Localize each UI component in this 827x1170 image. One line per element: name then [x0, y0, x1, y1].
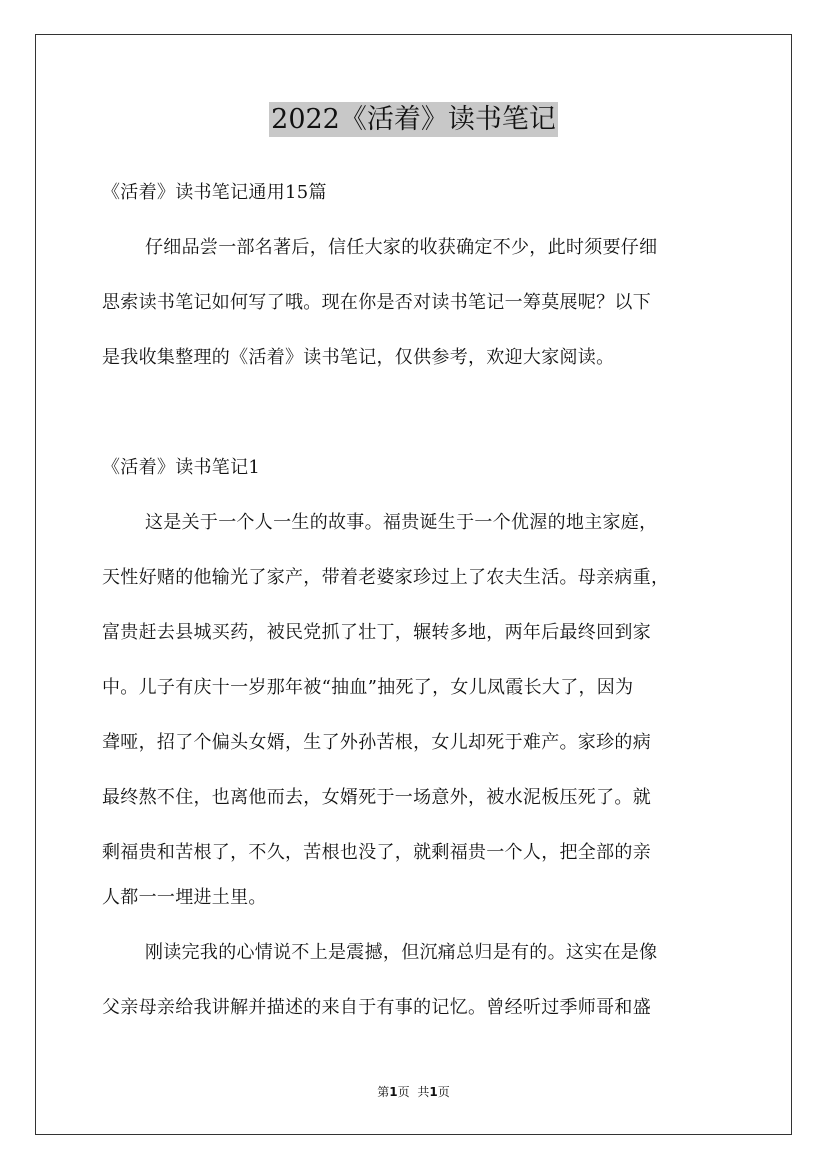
- document-subtitle: 《活着》读书笔记通用15篇: [102, 182, 327, 203]
- page-footer: [0, 1084, 827, 1100]
- body-line: 父亲母亲给我讲解并描述的来自于有事的记忆。曾经听过季师哥和盛: [102, 997, 651, 1018]
- body-line: 天性好赌的他输光了家产，带着老婆家珍过上了农夫生活。母亲病重，: [102, 567, 670, 588]
- body-line: 人都一一埋进土里。: [102, 887, 267, 908]
- body-line: 最终熬不住，也离他而去，女婿死于一场意外，被水泥板压死了。就: [102, 787, 651, 808]
- body-line: 中。儿子有庆十一岁那年被“抽血”抽死了，女儿凤霞长大了，因为: [102, 677, 634, 698]
- total-suffix: 页: [437, 1085, 450, 1099]
- document-title-text: 2022《活着》读书笔记: [271, 104, 556, 135]
- intro-line: 思索读书笔记如何写了哦。现在你是否对读书笔记一筹莫展呢？以下: [102, 292, 651, 313]
- body-line: 这是关于一个人一生的故事。福贵诞生于一个优渥的地主家庭，: [145, 512, 658, 533]
- total-pages: 1: [429, 1085, 438, 1099]
- body-line: 富贵赶去县城买药，被民党抓了壮丁，辗转多地，两年后最终回到家: [102, 622, 651, 643]
- total-prefix: 共: [417, 1085, 430, 1099]
- section-heading: 《活着》读书笔记1: [102, 457, 261, 478]
- body-line: 聋哑，招了个偏头女婿，生了外孙苦根，女儿却死于难产。家珍的病: [102, 732, 651, 753]
- body-line: 剩福贵和苦根了，不久，苦根也没了，就剩福贵一个人，把全部的亲: [102, 842, 651, 863]
- intro-line: 是我收集整理的《活着》读书笔记，仅供参考，欢迎大家阅读。: [102, 347, 615, 368]
- page-number: 1: [389, 1085, 398, 1099]
- intro-line: 仔细品尝一部名著后，信任大家的收获确定不少，此时须要仔细: [145, 237, 658, 258]
- page-suffix: 页: [397, 1085, 410, 1099]
- document-title: [0, 98, 827, 142]
- body-line: 刚读完我的心情说不上是震撼，但沉痛总归是有的。这实在是像: [145, 942, 658, 963]
- page-prefix: 第: [377, 1085, 390, 1099]
